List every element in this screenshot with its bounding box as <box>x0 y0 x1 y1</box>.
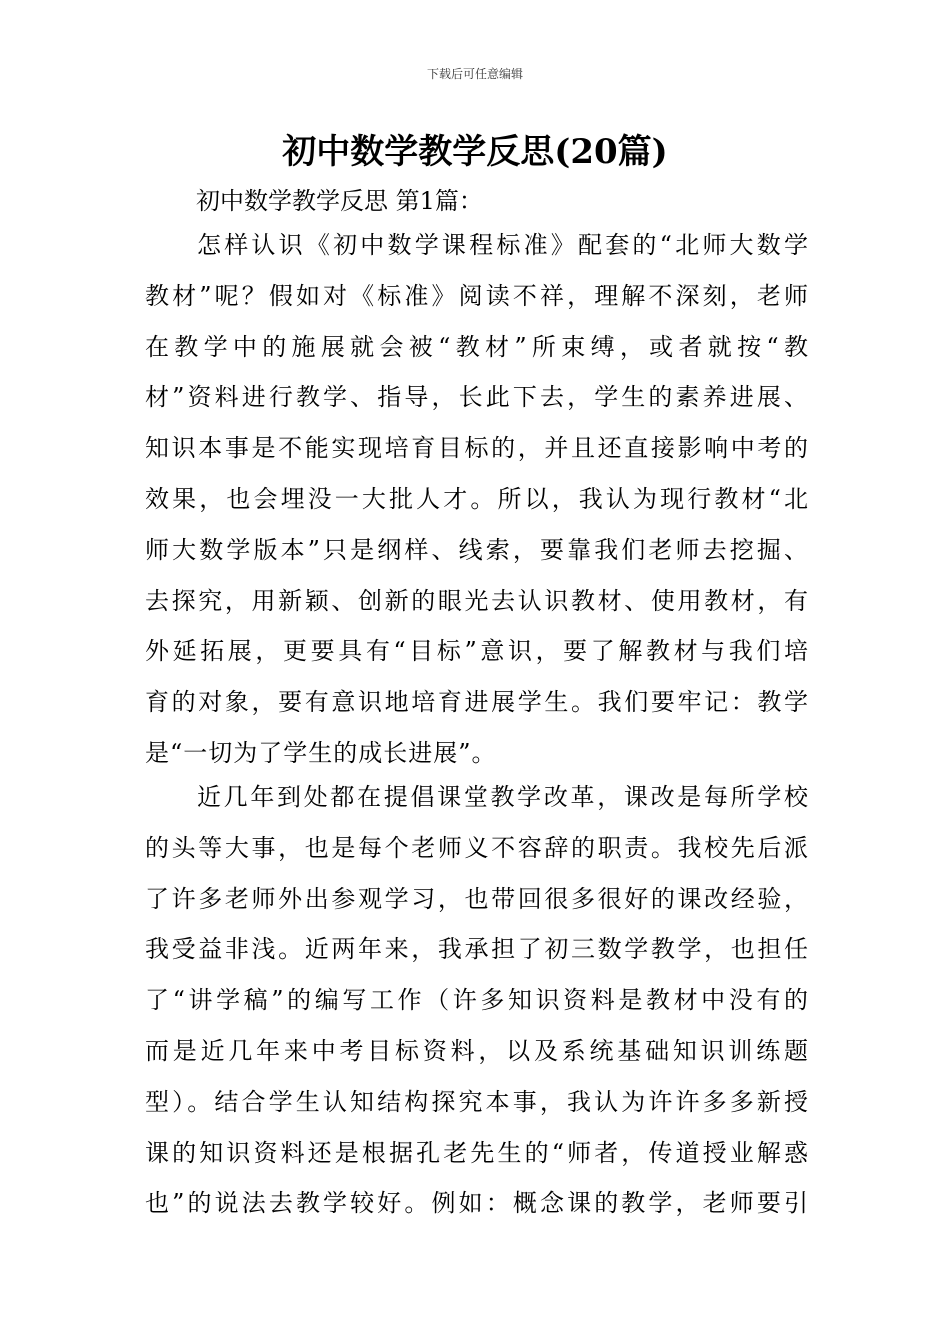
paragraph-line: 型）。结合学生认知结构探究本事，我认为许许多多新授 <box>145 1087 809 1116</box>
paragraph-line: 教材”呢？假如对《标准》阅读不祥，理解不深刻，老师 <box>145 281 809 310</box>
paragraph-2 <box>145 772 809 1229</box>
paragraph-line: 在教学中的施展就会被“教材”所束缚，或者就按“教 <box>145 332 809 361</box>
paragraph-1 <box>145 220 809 779</box>
paragraph-line: 课的知识资料还是根据孔老先生的“师者，传道授业解惑 <box>145 1138 809 1167</box>
paragraph-line: 去探究，用新颖、创新的眼光去认识教材、使用教材，有 <box>145 586 809 615</box>
paragraph-line: 我受益非浅。近两年来，我承担了初三数学教学，也担任 <box>145 935 809 964</box>
paragraph-line: 的头等大事，也是每个老师义不容辞的职责。我校先后派 <box>145 833 809 862</box>
paragraph-line: 外延拓展，更要具有“目标”意识，要了解教材与我们培 <box>145 637 809 666</box>
section-heading: 初中数学教学反思 第1篇： <box>196 187 483 215</box>
paragraph-line: 师大数学版本”只是纲样、线索，要靠我们老师去挖掘、 <box>145 535 809 564</box>
paragraph-line: 材”资料进行教学、指导，长此下去，学生的素养进展、 <box>145 383 809 412</box>
paragraph-line: 怎样认识《初中数学课程标准》配套的“北师大数学 <box>197 231 809 259</box>
paragraph-line: 也”的说法去教学较好。例如：概念课的教学，老师要引 <box>145 1189 809 1218</box>
paragraph-line: 是“一切为了学生的成长进展”。 <box>145 738 497 767</box>
paragraph-line: 近几年到处都在提倡课堂教学改革，课改是每所学校 <box>197 783 809 811</box>
paragraph-line: 了许多老师外出参观学习，也带回很多很好的课改经验， <box>145 884 809 913</box>
document-title: 初中数学教学反思(20篇) <box>282 132 668 172</box>
paragraph-line: 效果，也会埋没一大批人才。所以，我认为现行教材“北 <box>145 484 809 513</box>
header-note: 下载后可任意编辑 <box>426 67 523 81</box>
paragraph-line: 知识本事是不能实现培育目标的，并且还直接影响中考的 <box>145 434 809 463</box>
paragraph-line: 了“讲学稿”的编写工作（许多知识资料是教材中没有的 <box>145 986 809 1015</box>
paragraph-line: 育的对象，要有意识地培育进展学生。我们要牢记：教学 <box>145 688 809 717</box>
paragraph-line: 而是近几年来中考目标资料，以及系统基础知识训练题 <box>145 1036 809 1065</box>
